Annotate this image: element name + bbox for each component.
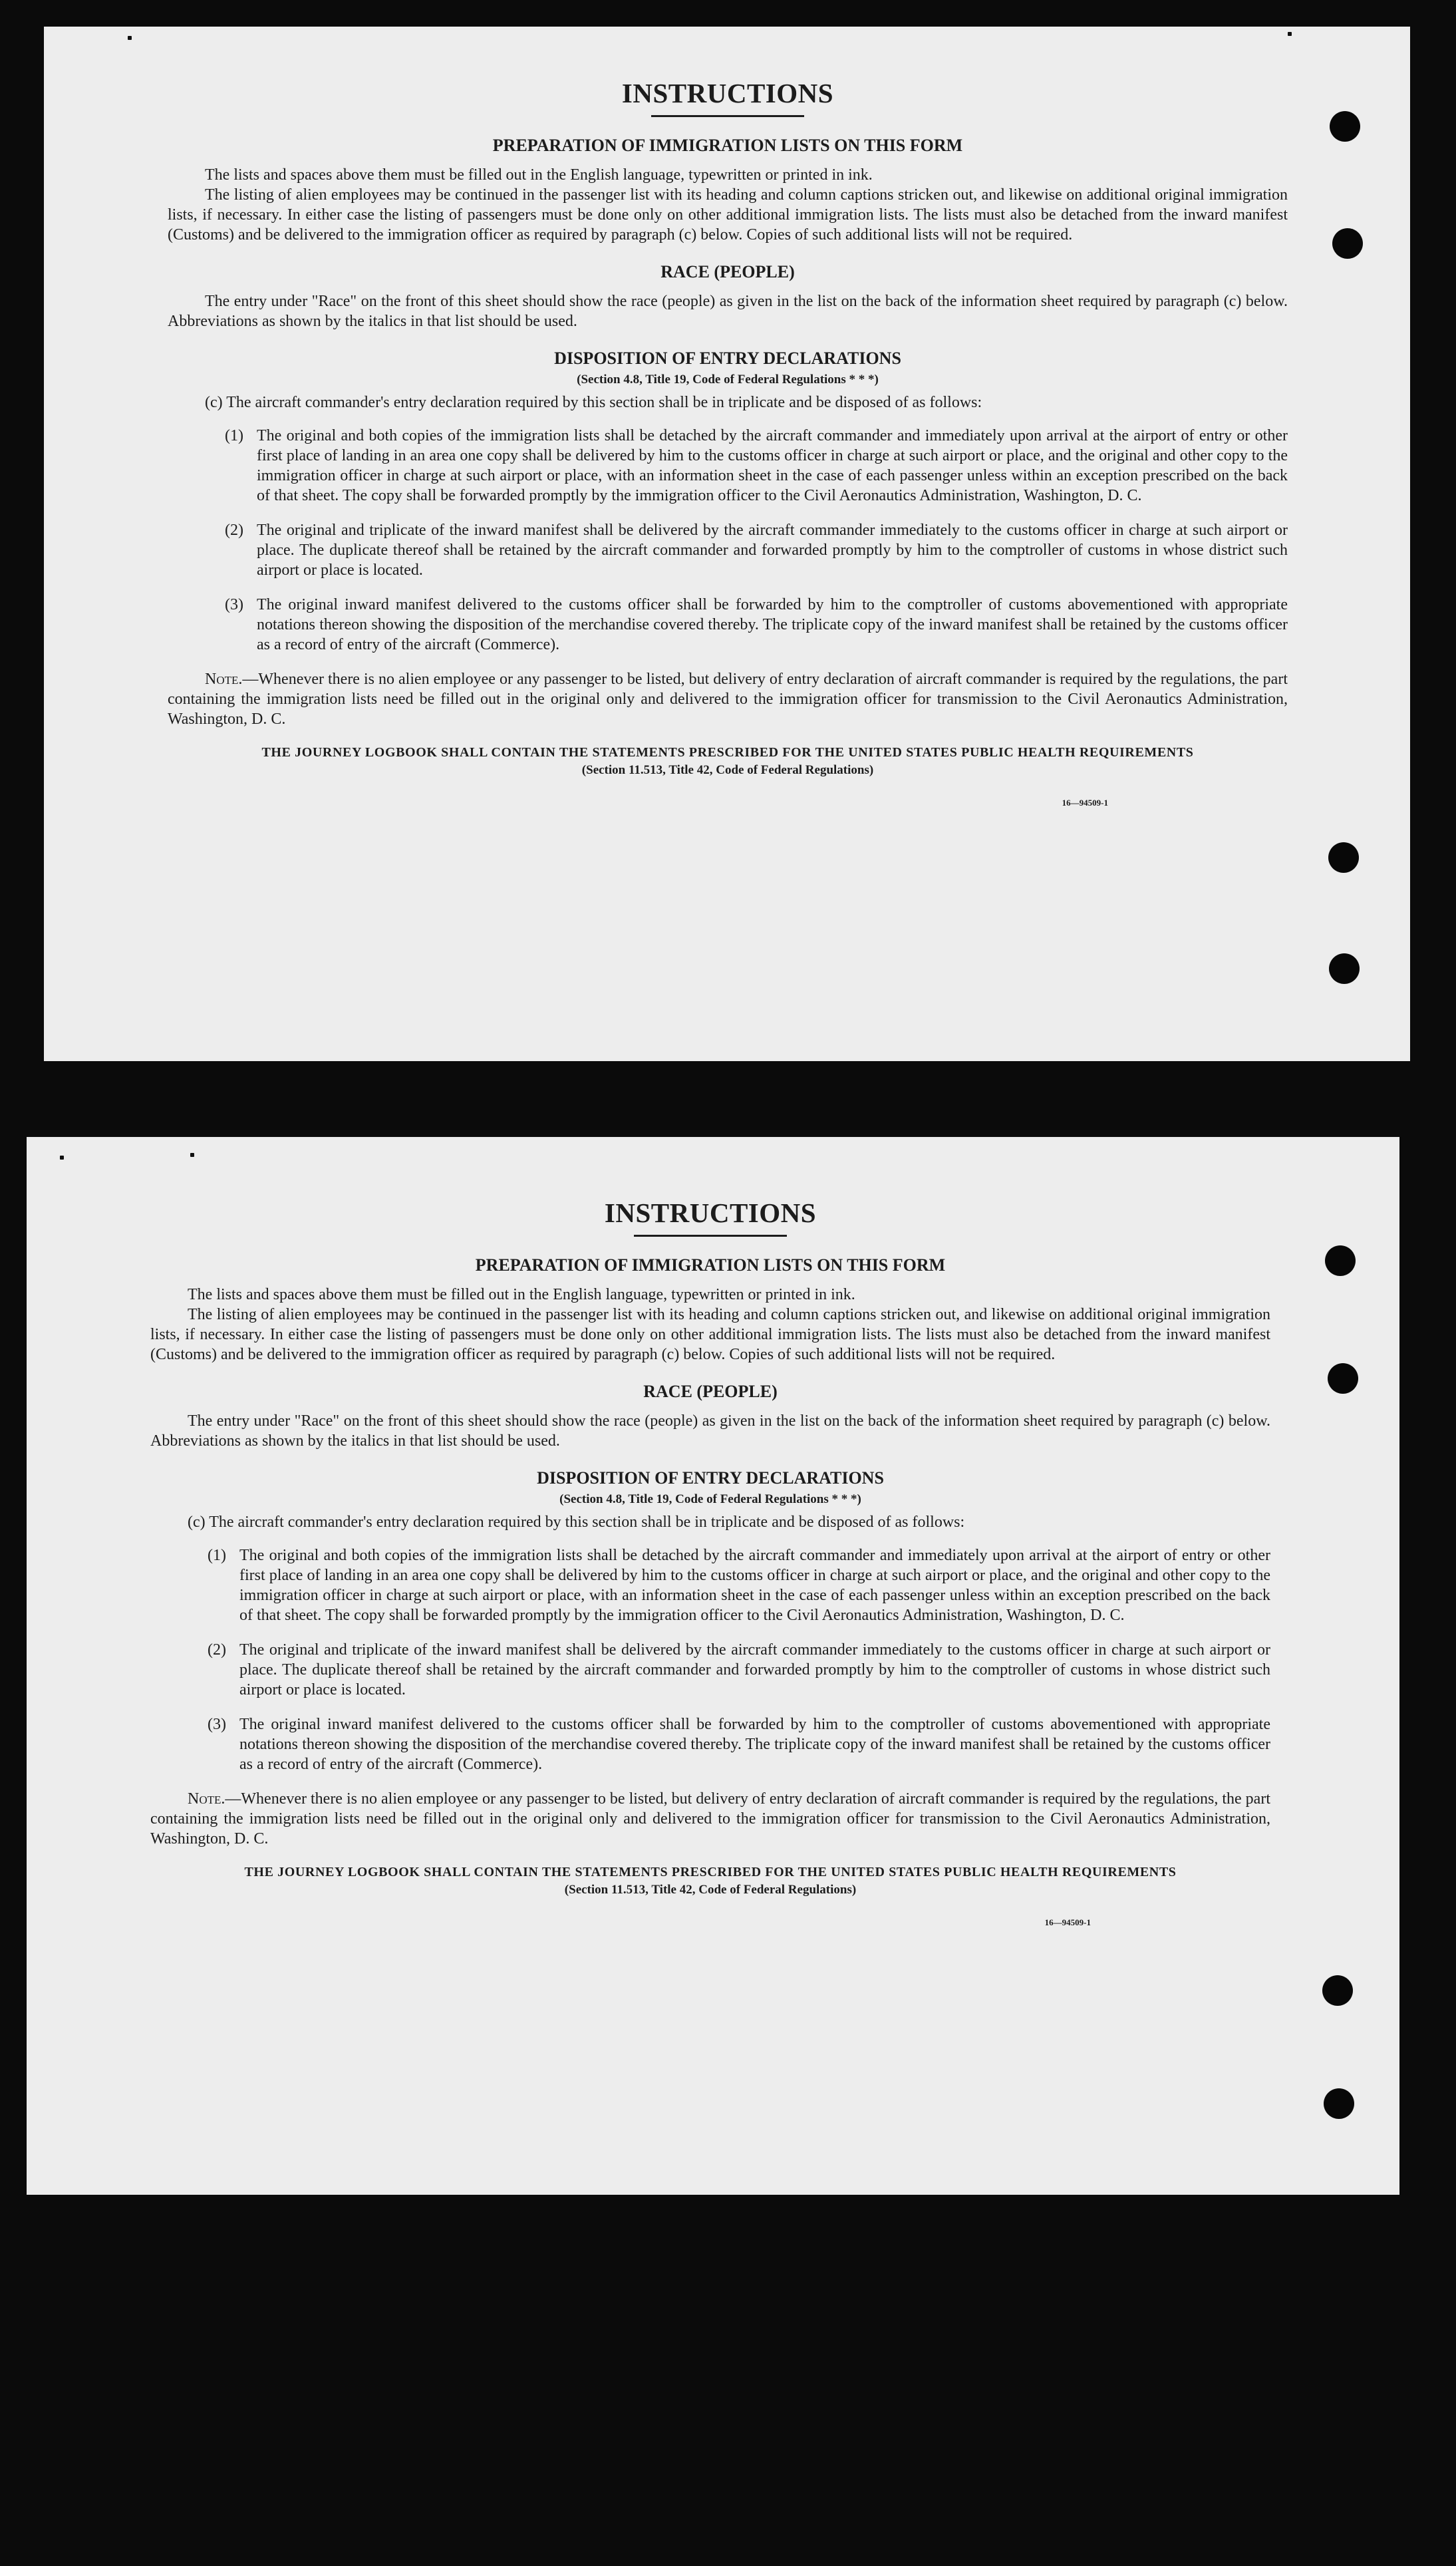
page-title: INSTRUCTIONS [621, 78, 834, 108]
instruction-sheet-1 [44, 27, 1410, 1061]
page-title: INSTRUCTIONS [604, 1198, 817, 1228]
form-number: 16—94509-1 [1062, 798, 1108, 808]
paragraph-note [150, 1789, 1270, 1849]
list-item-text: The original and triplicate of the inward manifest shall be delivered by the aircraft commander immediately to the customs officer in charge at such airport or place. The duplicate thereof shall be retained by the aircraft commander and forwarded promptly by him to the comptroller of customs in whose district such airport or place is located. [239, 1641, 1270, 1699]
paragraph-c: (c) The aircraft commander's entry declaration required by this section shall be in triplicate and be disposed of as follows: [188, 1514, 965, 1531]
section-heading-race: RACE (PEOPLE) [643, 1382, 778, 1402]
list-item-text: The original and both copies of the immigration lists shall be detached by the aircraft commander and immediately upon arrival at the airport of entry or other first place of landing in an area one copy shall be delivered by him to the customs officer in charge at such airport or place, and the original and other copy to the immigration officer in charge at such airport or place, with an information sheet in the case of each passenger unless within an exception prescribed on the back of that sheet. The copy shall be forwarded promptly by the immigration officer to the Civil Aeronautics Administration, Washington, D. C. [239, 1547, 1270, 1625]
section-citation: (Section 4.8, Title 19, Code of Federal Regulations * * *) [559, 1492, 861, 1507]
instruction-sheet-2 [27, 1137, 1399, 2195]
list-item [150, 1640, 1270, 1700]
paragraph-alien-employees: The listing of alien employees may be continued in the passenger list with its heading and column captions stricken out, and likewise on additional original immigration lists, if necessary. In either case the listing of passengers must be done only on other additional immigration lists. The lists must also be detached from the inward manifest (Customs) and be delivered to the immigration officer as required by paragraph (c) below. Copies of such additional lists will not be required. [168, 186, 1288, 244]
paragraph-race: The entry under "Race" on the front of this sheet should show the race (people) as given in the list on the back of the information sheet required by paragraph (c) below. Abbreviations as shown by the italics in that list should be used. [168, 293, 1288, 331]
punch-hole [1328, 842, 1359, 873]
list-item [150, 1545, 1270, 1625]
sheet-content [150, 1198, 1270, 1928]
list-item-number: (2) [208, 1641, 226, 1659]
footer-citation: (Section 11.513, Title 42, Code of Federal Regulations) [564, 1883, 857, 1897]
list-item-text: The original and triplicate of the inward manifest shall be delivered by the aircraft commander immediately to the customs officer in charge at such airport or place. The duplicate thereof shall be retained by the aircraft commander and forwarded promptly by him to the comptroller of customs in whose district such airport or place is located. [257, 522, 1288, 579]
note-text: —Whenever there is no alien employee or any passenger to be listed, but delivery of entry declaration of aircraft commander is required by the regulations, the part containing the immigration lists need be filled out in the original only and delivered to the immigration officer for transmission to the Civil Aeronautics Administration, Washington, D. C. [150, 1790, 1270, 1848]
footer-logbook-statement: THE JOURNEY LOGBOOK SHALL CONTAIN THE STATEMENTS PRESCRIBED FOR THE UNITED STATES PUBLIC HEALTH REQUIREMENTS [244, 1865, 1177, 1880]
punch-hole [1328, 1363, 1358, 1394]
paragraph-note [168, 669, 1288, 729]
list-item-number: (1) [208, 1547, 226, 1565]
list-item [150, 1714, 1270, 1774]
section-citation: (Section 4.8, Title 19, Code of Federal Regulations * * *) [577, 373, 879, 387]
punch-hole [1322, 1975, 1353, 2006]
list-item-number: (1) [225, 427, 243, 445]
disposition-list [150, 1545, 1270, 1774]
note-label: Note. [188, 1790, 225, 1808]
note-label: Note. [205, 671, 243, 689]
paragraph-alien-employees: The listing of alien employees may be continued in the passenger list with its heading and column captions stricken out, and likewise on additional original immigration lists, if necessary. In either case the listing of passengers must be done only on other additional immigration lists. The lists must also be detached from the inward manifest (Customs) and be delivered to the immigration officer as required by paragraph (c) below. Copies of such additional lists will not be required. [150, 1306, 1270, 1364]
note-text: —Whenever there is no alien employee or any passenger to be listed, but delivery of entry declaration of aircraft commander is required by the regulations, the part containing the immigration lists need be filled out in the original only and delivered to the immigration officer for transmission to the Civil Aeronautics Administration, Washington, D. C. [168, 671, 1288, 728]
ink-speck [60, 1156, 64, 1160]
section-heading-preparation: PREPARATION OF IMMIGRATION LISTS ON THIS FORM [475, 1255, 946, 1275]
punch-hole [1330, 111, 1360, 142]
list-item [168, 520, 1288, 580]
punch-hole [1329, 953, 1360, 984]
ink-speck [1288, 32, 1292, 36]
section-heading-race: RACE (PEOPLE) [660, 262, 795, 282]
punch-hole [1325, 1245, 1356, 1276]
list-item-text: The original inward manifest delivered to the customs officer shall be forwarded by him to the comptroller of customs abovementioned with appropriate notations thereon showing the disposition of the merchandise covered thereby. The triplicate copy of the inward manifest shall be retained by the customs officer as a record of entry of the aircraft (Commerce). [239, 1716, 1270, 1774]
list-item-number: (3) [208, 1716, 226, 1734]
paragraph-lists: The lists and spaces above them must be filled out in the English language, typewritten or printed in ink. [205, 166, 873, 184]
list-item-number: (2) [225, 522, 243, 540]
paragraph-c: (c) The aircraft commander's entry declaration required by this section shall be in triplicate and be disposed of as follows: [205, 394, 982, 412]
paragraph-race: The entry under "Race" on the front of this sheet should show the race (people) as given in the list on the back of the information sheet required by paragraph (c) below. Abbreviations as shown by the italics in that list should be used. [150, 1412, 1270, 1450]
ink-speck [128, 36, 132, 40]
list-item [168, 595, 1288, 655]
list-item [168, 426, 1288, 506]
sheet-content [168, 79, 1288, 808]
punch-hole [1332, 228, 1363, 259]
disposition-list [168, 426, 1288, 655]
section-heading-preparation: PREPARATION OF IMMIGRATION LISTS ON THIS FORM [492, 136, 963, 156]
list-item-number: (3) [225, 596, 243, 614]
form-number: 16—94509-1 [1044, 1917, 1091, 1928]
list-item-text: The original inward manifest delivered to the customs officer shall be forwarded by him to the comptroller of customs abovementioned with appropriate notations thereon showing the disposition of the merchandise covered thereby. The triplicate copy of the inward manifest shall be retained by the customs officer as a record of entry of the aircraft (Commerce). [257, 596, 1288, 654]
section-heading-disposition: DISPOSITION OF ENTRY DECLARATIONS [554, 349, 901, 369]
title-rule [634, 1235, 787, 1237]
ink-speck [190, 1153, 194, 1157]
title-rule [651, 115, 804, 117]
paragraph-lists: The lists and spaces above them must be filled out in the English language, typewritten or printed in ink. [188, 1286, 855, 1304]
footer-logbook-statement: THE JOURNEY LOGBOOK SHALL CONTAIN THE STATEMENTS PRESCRIBED FOR THE UNITED STATES PUBLIC HEALTH REQUIREMENTS [261, 745, 1194, 760]
footer-citation: (Section 11.513, Title 42, Code of Federal Regulations) [581, 763, 874, 778]
punch-hole [1324, 2088, 1354, 2119]
section-heading-disposition: DISPOSITION OF ENTRY DECLARATIONS [537, 1468, 884, 1488]
list-item-text: The original and both copies of the immigration lists shall be detached by the aircraft commander and immediately upon arrival at the airport of entry or other first place of landing in an area one copy shall be delivered by him to the customs officer in charge at such airport or place, and the original and other copy to the immigration officer in charge at such airport or place, with an information sheet in the case of each passenger unless within an exception prescribed on the back of that sheet. The copy shall be forwarded promptly by the immigration officer to the Civil Aeronautics Administration, Washington, D. C. [257, 427, 1288, 505]
